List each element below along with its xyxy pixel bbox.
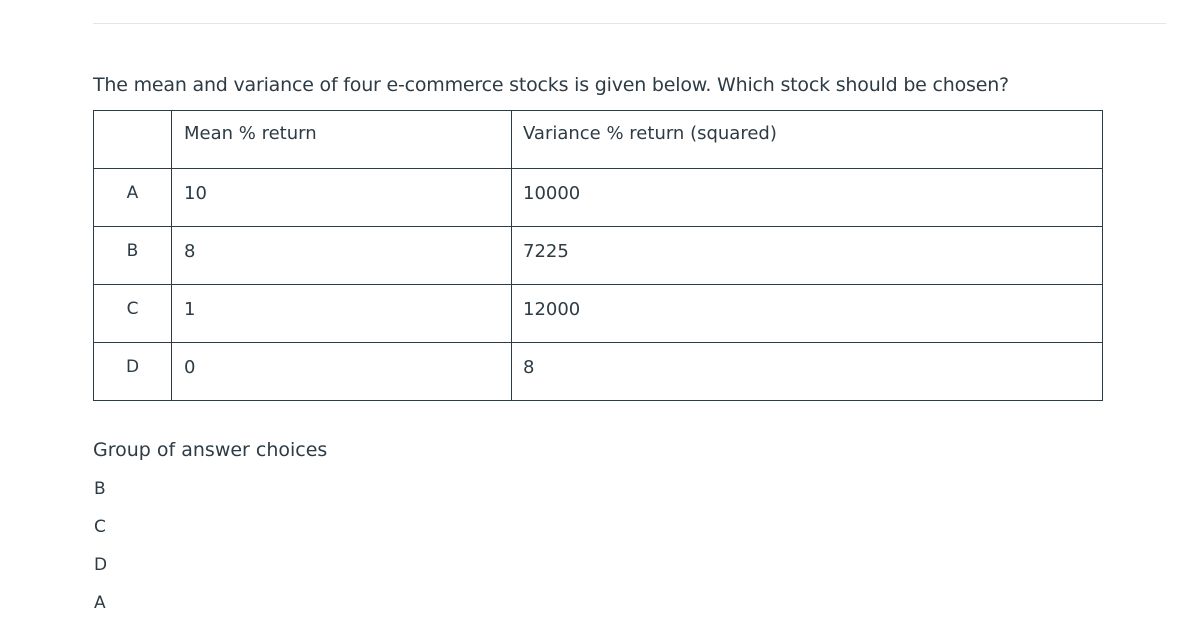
- variance-cell: 10000: [512, 169, 1103, 227]
- stock-label-cell: D: [94, 343, 172, 401]
- stock-label-cell: B: [94, 227, 172, 285]
- table-header-row: [94, 111, 1103, 169]
- header-cell-stock: [94, 111, 172, 169]
- mean-cell: 8: [172, 227, 512, 285]
- header-cell-mean: Mean % return: [172, 111, 512, 169]
- stock-label-cell: C: [94, 285, 172, 343]
- variance-cell: 12000: [512, 285, 1103, 343]
- answer-option-a[interactable]: A: [94, 593, 106, 613]
- answer-option-d[interactable]: D: [94, 555, 108, 575]
- stock-label-cell: A: [94, 169, 172, 227]
- table-row: [94, 169, 1103, 227]
- answer-option-c[interactable]: C: [94, 517, 106, 537]
- header-cell-variance: Variance % return (squared): [512, 111, 1103, 169]
- top-divider: [93, 23, 1166, 24]
- mean-cell: 0: [172, 343, 512, 401]
- answer-choices-heading: Group of answer choices: [93, 439, 328, 461]
- table-row: [94, 285, 1103, 343]
- table-row: [94, 343, 1103, 401]
- answer-choices-list: [93, 476, 107, 628]
- mean-cell: 1: [172, 285, 512, 343]
- table-row: [94, 227, 1103, 285]
- stock-table: [93, 110, 1103, 401]
- variance-cell: 7225: [512, 227, 1103, 285]
- answer-option-b[interactable]: B: [94, 479, 106, 499]
- mean-cell: 10: [172, 169, 512, 227]
- question-text: The mean and variance of four e-commerce stocks is given below. Which stock should be chosen?: [93, 74, 1009, 96]
- variance-cell: 8: [512, 343, 1103, 401]
